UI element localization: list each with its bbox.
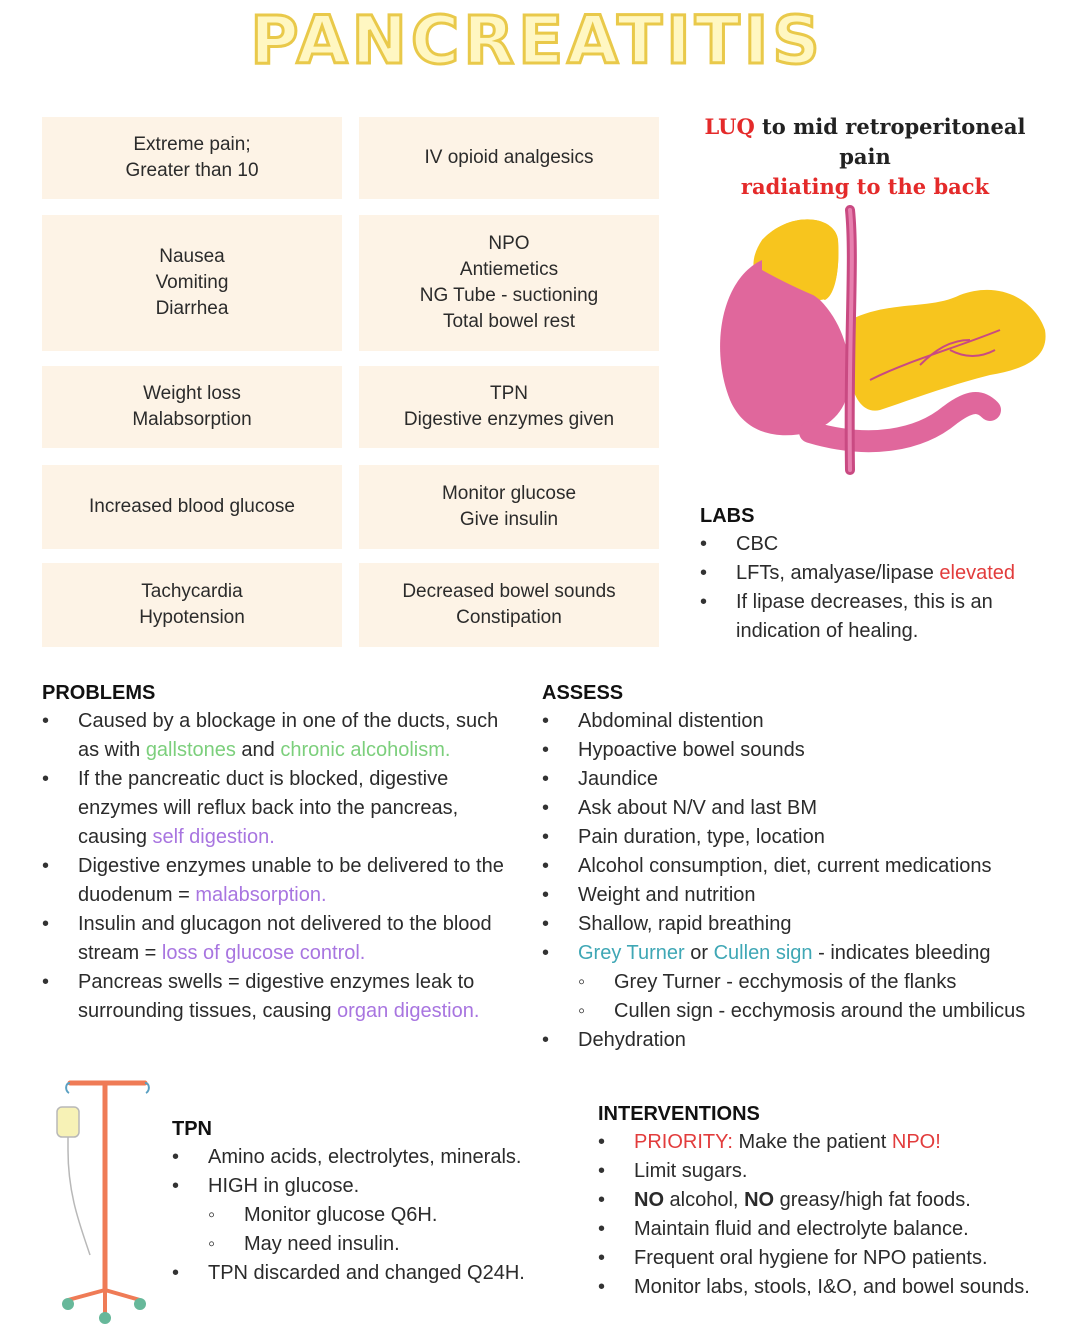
assess-section [542,682,1062,1055]
interventions-list [598,1128,1068,1302]
cell-line: Total bowel rest [442,311,575,332]
list-item [172,1172,572,1201]
cell-line: Weight loss [143,383,241,404]
list-item [542,881,1062,910]
list-item [172,1259,572,1288]
highlight-glucose-control: loss of glucose control. [161,942,366,964]
list-item [42,707,522,765]
list-item [542,939,1062,968]
list-item [542,1026,1062,1055]
list-item [172,1143,572,1172]
list-item [42,910,522,968]
cell-line: Extreme pain; [133,134,251,155]
cell-line: IV opioid analgesics [424,147,594,168]
cell-line: Hypotension [139,607,245,628]
cell-line: NPO [488,233,530,254]
highlight-npo: NPO! [891,1131,941,1153]
tpn-list [172,1143,572,1288]
tpn-item: TPN discarded and changed Q24H. [208,1262,525,1284]
cell-line: Digestive enzymes given [403,409,615,430]
treatment-cell [359,117,659,199]
problem-text: Insulin and glucagon not delivered to the blood stream = [78,913,492,964]
assess-item: - indicates bleeding [812,942,991,964]
intervention-text: Maintain fluid and electrolyte balance. [634,1218,969,1240]
treatment-cell [359,465,659,549]
highlight-priority: PRIORITY: [634,1131,733,1153]
assess-subitem: Grey Turner - ecchymosis of the flanks [614,971,957,993]
assess-item: Pain duration, type, location [578,826,825,848]
cell-line: Monitor glucose [441,483,577,504]
cell-line: NG Tube - suctioning [419,285,599,306]
list-item [598,1157,1068,1186]
intervention-text: Frequent oral hygiene for NPO patients. [634,1247,988,1269]
lab-lfts: LFTs, amalyase/lipase [736,562,940,584]
cell-line: Constipation [456,607,562,628]
cell-line: Give insulin [459,509,559,530]
interventions-section [598,1103,1068,1302]
pain-location-note [690,112,1040,202]
list-item [700,559,1050,588]
highlight-self-digestion: self digestion. [152,826,275,848]
lab-cbc: CBC [736,533,779,555]
list-item [700,588,1050,646]
pain-note-line1: to mid retroperitoneal pain [754,114,1026,169]
assess-heading: ASSESS [542,682,624,704]
lab-elevated: elevated [939,562,1016,584]
tpn-section [172,1118,572,1288]
list-item [42,765,522,852]
list-item [542,707,1062,736]
list-item [542,794,1062,823]
intervention-text: Monitor labs, stools, I&O, and bowel sounds. [634,1276,1030,1298]
problem-text: If the pancreatic duct is blocked, digestive enzymes will reflux back into the pancreas, causing [78,768,459,848]
problem-text: Caused by a blockage in one of the ducts, such as with [78,710,499,761]
symptom-cell [42,117,342,199]
list-item [542,997,1062,1026]
cell-line: Tachycardia [141,581,243,602]
list-item [542,968,1062,997]
intervention-text: alcohol, [664,1189,745,1211]
interventions-heading: INTERVENTIONS [598,1103,760,1125]
assess-item: Shallow, rapid breathing [578,913,792,935]
tpn-subitem: May need insulin. [244,1233,400,1255]
pain-note-line2: radiating to the back [740,174,990,199]
assess-subitem: Cullen sign - ecchymosis around the umbilicus [614,1000,1026,1022]
highlight-alcoholism: chronic alcoholism. [280,739,451,761]
labs-heading: LABS [700,505,755,527]
symptom-cell [42,563,342,647]
bold-no: NO [744,1189,775,1211]
cell-line: Diarrhea [155,298,229,319]
assess-item: Alcohol consumption, diet, current medications [578,855,992,877]
symptom-cell [42,215,342,351]
treatment-cell [359,366,659,448]
list-item [42,852,522,910]
list-item [598,1244,1068,1273]
lab-lipase-note: If lipase decreases, this is an indication of healing. [736,591,993,642]
list-item [598,1273,1068,1302]
list-item [542,765,1062,794]
cell-line: Greater than 10 [125,160,259,181]
intervention-text: Make the patient [732,1131,892,1153]
iv-pole-icon [50,1075,160,1325]
bold-no: NO [634,1189,664,1211]
highlight-grey-turner: Grey Turner [578,942,685,964]
intervention-text: Limit sugars. [634,1160,748,1182]
problem-text: Pancreas swells = digestive enzymes leak to surrounding tissues, causing [78,971,475,1022]
tpn-heading: TPN [172,1118,212,1140]
list-item [542,910,1062,939]
luq-label: LUQ [704,114,755,139]
problems-section [42,682,522,1026]
labs-list [700,530,1050,646]
list-item [598,1215,1068,1244]
cell-line: Antiemetics [459,259,559,280]
treatment-cell [359,215,659,351]
assess-item: Abdominal distention [578,710,764,732]
list-item [172,1230,572,1259]
assess-item: Jaundice [578,768,659,790]
labs-section [700,505,1050,646]
cell-line: Malabsorption [132,409,252,430]
pancreas-illustration [700,200,1060,480]
list-item [542,823,1062,852]
cell-line: Vomiting [155,272,229,293]
tpn-subitem: Monitor glucose Q6H. [244,1204,438,1226]
page-title: PANCREATITIS [250,2,824,79]
highlight-gallstones: gallstones [145,739,236,761]
cell-line: TPN [490,383,528,404]
problems-heading: PROBLEMS [42,682,156,704]
problem-text: and [235,739,281,761]
assess-item: or [684,942,714,964]
list-item [42,968,522,1026]
symptom-cell [42,366,342,448]
treatment-cell [359,563,659,647]
list-item [172,1201,572,1230]
symptom-cell [42,465,342,549]
tpn-item: HIGH in glucose. [208,1175,360,1197]
highlight-organ-digestion: organ digestion. [337,1000,480,1022]
list-item [700,530,1050,559]
list-item [598,1128,1068,1157]
tpn-item: Amino acids, electrolytes, minerals. [208,1146,522,1168]
assess-item: Hypoactive bowel sounds [578,739,805,761]
highlight-malabsorption: malabsorption. [195,884,327,906]
list-item [542,736,1062,765]
list-item [598,1186,1068,1215]
cell-line: Increased blood glucose [89,496,295,517]
assess-list [542,707,1062,1055]
problem-text: Digestive enzymes unable to be delivered to the duodenum = [78,855,504,906]
intervention-text: greasy/high fat foods. [774,1189,971,1211]
assess-item: Dehydration [578,1029,686,1051]
highlight-cullen-sign: Cullen sign [713,942,813,964]
assess-item: Weight and nutrition [578,884,756,906]
cell-line: Nausea [159,246,225,267]
list-item [542,852,1062,881]
cell-line: Decreased bowel sounds [402,581,616,602]
problems-list [42,707,522,1026]
assess-item: Ask about N/V and last BM [578,797,818,819]
